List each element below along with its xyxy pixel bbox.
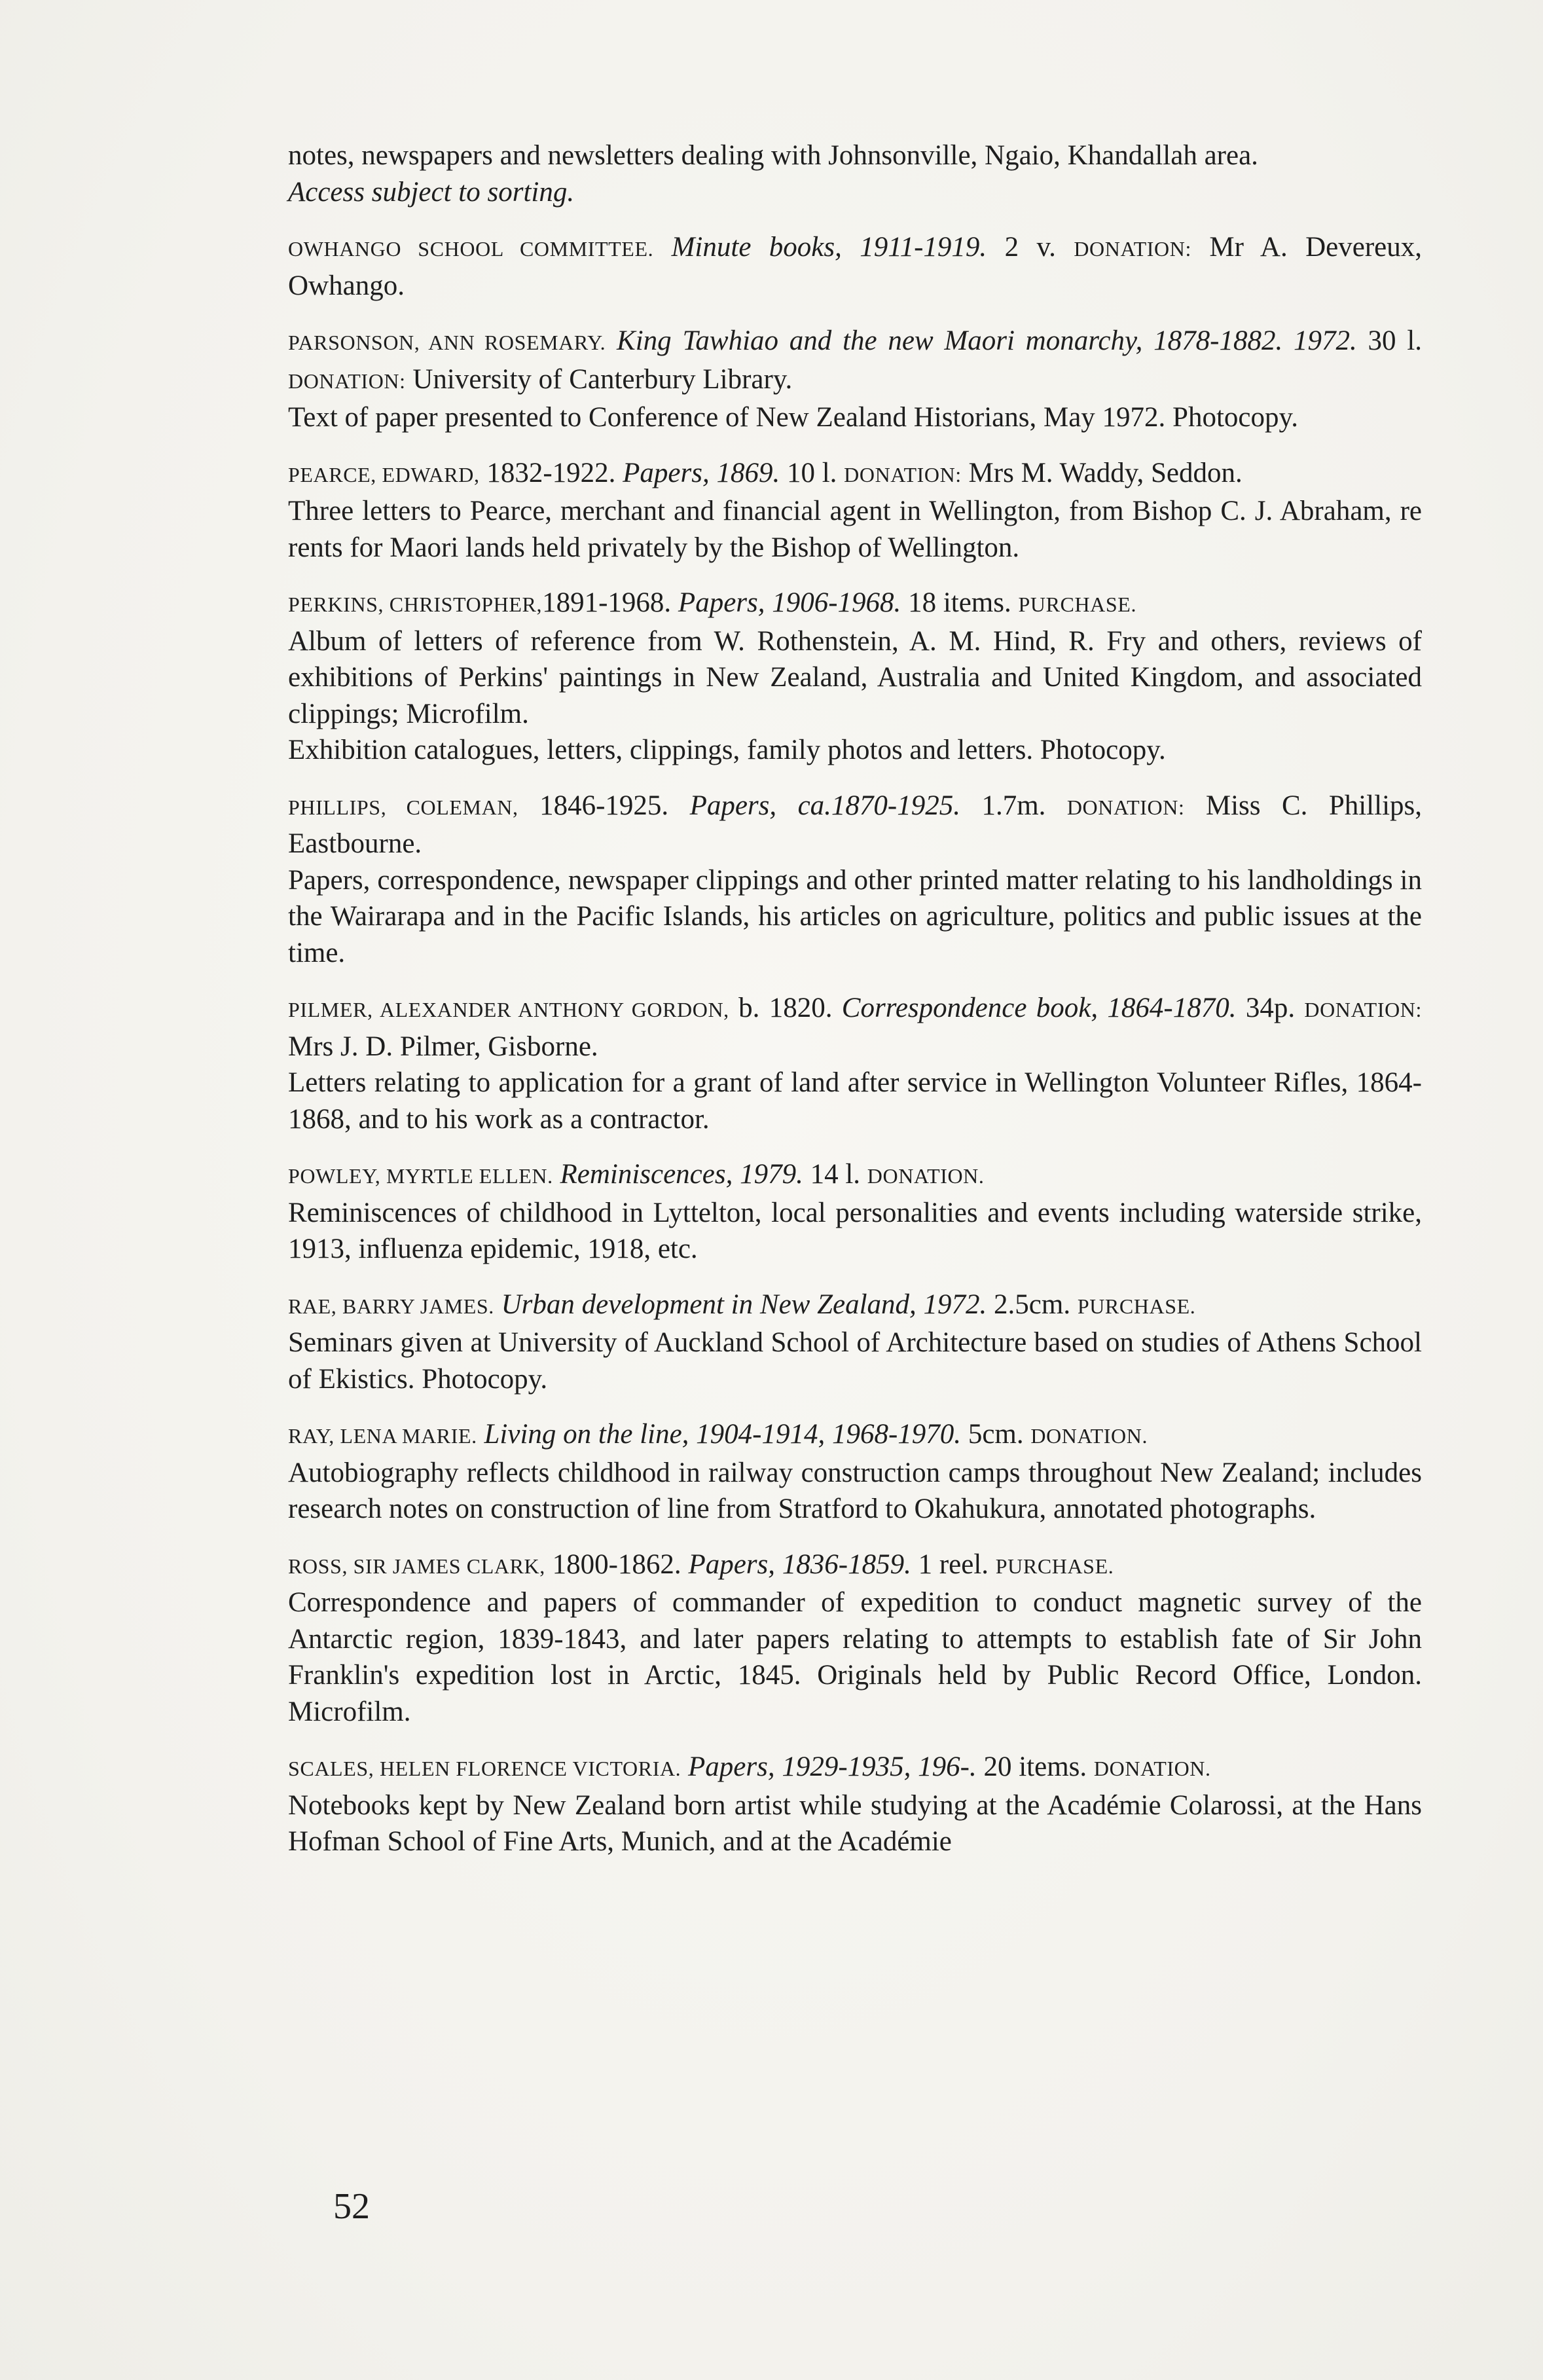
entry-title: Papers, ca.1870-1925. [689,790,960,821]
entry-acquisition: DONATION: [1066,795,1185,819]
entry-acquisition: DONATION: [288,369,406,393]
entry-title: Living on the line, 1904-1914, 1968-1970. [484,1419,962,1450]
entry-acquisition: DONATION. [1030,1424,1148,1448]
entry-rae [288,1287,1422,1325]
entry-title: Papers, 1869. [623,457,780,488]
entry-scales [288,1749,1422,1787]
entry-dates: b. 1820. [738,993,833,1023]
entry-pearce [288,455,1422,494]
entry-dates: 1846-1925. [539,790,669,821]
entry-acquisition: DONATION. [1093,1757,1211,1780]
entry-description: Papers, correspondence, newspaper clippings and other printed matter relating to his landholdings in the Wairarapa and in the Pacific Islands, his articles on agriculture, politics and public issues at the time. [288,864,1422,968]
entry-name: PILMER, ALEXANDER ANTHONY GORDON, [288,998,729,1021]
entry-dates: 1891-1968. [542,587,672,618]
entry-source: Mrs J. D. Pilmer, Gisborne. [288,1031,598,1062]
entry-title: Urban development in New Zealand, 1972. [501,1289,987,1320]
entry-acquisition: PURCHASE. [1077,1294,1196,1318]
entry-phillips [288,788,1422,862]
entry-acquisition: PURCHASE. [995,1554,1114,1578]
entry-title: Correspondence book, 1864-1870. [841,993,1237,1023]
entry-name: OWHANGO SCHOOL COMMITTEE. [288,237,654,261]
text-block [288,137,1422,1860]
entry-powley [288,1156,1422,1195]
entry-description: Autobiography reflects childhood in railway construction camps throughout New Zealand; includes research notes on construction of line from Stratford to Okahukura, annotated photographs. [288,1457,1422,1524]
entry-title: Papers, 1929-1935, 196-. [688,1751,977,1782]
entry-description: Album of letters of reference from W. Rothenstein, A. M. Hind, R. Fry and others, reviews of exhibitions of Perkins' paintings in New Zealand, Australia and United Kingdom, and associated clippings; Microfilm. [288,625,1422,729]
entry-acquisition: DONATION. [867,1164,985,1188]
entry-description: Text of paper presented to Conference of New Zealand Historians, May 1972. Photocopy. [288,402,1298,433]
entry-name: SCALES, HELEN FLORENCE VICTORIA. [288,1757,681,1780]
entry-title: Minute books, 1911-1919. [671,232,987,263]
entry-source: Mrs M. Waddy, Seddon. [968,457,1243,488]
entry-dates: 1800-1862. [552,1548,681,1580]
entry-name: POWLEY, MYRTLE ELLEN. [288,1164,553,1188]
entry-description: Exhibition catalogues, letters, clippings, family photos and letters. Photocopy. [288,735,1166,765]
entry-source: Miss C. Phillips, Eastbourne. [288,790,1423,859]
entry-ray [288,1416,1422,1455]
entry-title: Papers, 1836-1859. [688,1548,911,1580]
entry-extent: 34p. [1245,993,1296,1023]
entry-extent: 2.5cm. [994,1289,1071,1320]
entry-description: Seminars given at University of Auckland School of Architecture based on studies of Athens School of Ekistics. Photocopy. [288,1327,1422,1395]
entry-extent: 2 v. [1004,232,1056,263]
entry-parsonson [288,323,1422,399]
entry-name: PHILLIPS, COLEMAN, [288,795,518,819]
entry-description: Reminiscences of childhood in Lyttelton, local personalities and events including waterside strike, 1913, influenza epidemic, 1918, etc. [288,1197,1422,1264]
entry-name: RAY, LENA MARIE. [288,1424,477,1448]
entry-extent: 10 l. [786,457,837,488]
entry-acquisition: DONATION: [1074,237,1191,261]
entry-description: Letters relating to application for a grant of land after service in Wellington Volunteer Rifles, 1864-1868, and to his work as a contractor. [288,1067,1422,1135]
entry-pilmer [288,990,1422,1065]
entry-description: Correspondence and papers of commander of expedition to conduct magnetic survey of the Antarctic region, 1839-1843, and later papers relating to attempts to establish fate of Sir John Franklin's expedition lost in Arctic, 1845. Originals held by Public Record Office, London. Microfilm. [288,1587,1422,1727]
entry-owhango [288,229,1422,304]
entry-name: PARSONSON, ANN ROSEMARY. [288,331,606,354]
entry-source: University of Canterbury Library. [412,363,793,395]
entry-description: Three letters to Pearce, merchant and financial agent in Wellington, from Bishop C. J. Abraham, re rents for Maori lands held privately by the Bishop of Wellington. [288,496,1422,563]
entry-extent: 20 items. [983,1751,1087,1782]
entry-acquisition: DONATION: [1304,998,1422,1021]
entry-perkins [288,585,1422,623]
entry-name: PERKINS, CHRISTOPHER, [288,593,543,616]
entry-acquisition: PURCHASE. [1018,593,1137,616]
page-number: 52 [333,2186,370,2227]
entry-name: RAE, BARRY JAMES. [288,1294,494,1318]
entry-extent: 5cm. [968,1419,1024,1450]
entry-name: PEARCE, EDWARD, [288,462,480,486]
entry-extent: 1.7m. [981,790,1046,821]
entry-ross [288,1547,1422,1585]
entry-extent: 18 items. [908,587,1011,618]
entry-extent: 30 l. [1368,325,1423,356]
entry-dates: 1832-1922. [486,457,616,488]
entry-source: Mr A. Devereux, Owhango. [288,232,1423,301]
entry-extent: 1 reel. [918,1548,989,1580]
entry-extent: 14 l. [810,1159,861,1190]
access-note: Access subject to sorting. [288,176,575,208]
entry-description: Notebooks kept by New Zealand born artist while studying at the Académie Colarossi, at the Hans Hofman School of Fine Arts, Munich, and at the Académie [288,1789,1422,1857]
entry-name: ROSS, SIR JAMES CLARK, [288,1554,545,1578]
entry-acquisition: DONATION: [844,462,962,486]
entry-title: Reminiscences, 1979. [560,1159,803,1190]
continued-entry-text: notes, newspapers and newsletters dealing with Johnsonville, Ngaio, Khandallah area. [288,140,1258,171]
entry-title: King Tawhiao and the new Maori monarchy, 1878-1882. 1972. [617,325,1357,356]
entry-title: Papers, 1906-1968. [678,587,901,618]
